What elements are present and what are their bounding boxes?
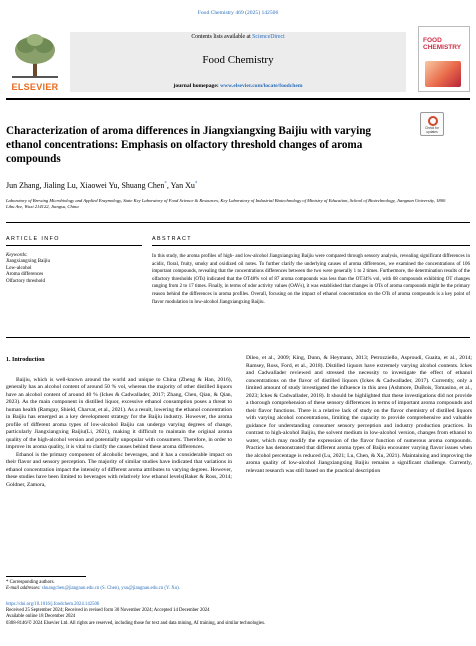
- article-info-heading: ARTICLE INFO: [6, 236, 60, 242]
- footnotes: [6, 580, 470, 592]
- homepage-line: [70, 83, 406, 89]
- check-updates-label: Check for updates: [425, 126, 439, 134]
- intro-paragraph: Ethanol is the primary component of alcoholic beverages, and it has a considerable impact on their flavor and sensory perception. The majority of similar studies have indicated that variations in ethanol concentration impact the intensity of different aroma attributes to varying degrees. However, these studies have been limited to beverages with relatively low ethanol levels(Baker & Ross, 2014; Goldner, Zamora,: [6, 451, 232, 488]
- author-name[interactable]: Shuang Chen: [121, 181, 165, 190]
- intro-paragraph: Baijiu, which is well-known around the world and unique to China (Zheng & Han, 2016), generally has an alcohol content of around 50 % vol, whereas the majority of other distilled liquors have an alcohol content of around 40 % (Ickes & Cadwallader, 2017; Zhang, Chen, Qian, & Qian, 2023). As the main component in distilled liquor, excessive ethanol consumption poses a threat to human health (Ramgay, Shield, Charvat, et al., 2021). As a result, lowering the ethanol concentration in Baijiu has emerged as a key development strategy for the Baijiu industry. However, the aroma profile of different aroma types of low-alcohol Baijiu can undergo varying degrees of change, particularly Jiangxiangxing Baijiu(Li, 2021), making it difficult to maintain the original aroma quality of the high-alcohol version and potentially unpopular with consumers. Therefore, in order to improve its aroma quality, it is vital to clarify the causes behind these aroma differences.: [6, 376, 232, 450]
- corresponding-mark[interactable]: *: [194, 181, 198, 187]
- intro-heading: 1. Introduction: [6, 357, 45, 363]
- keyword-item: Olfactory threshold: [6, 278, 46, 284]
- intro-right-column: [246, 355, 472, 475]
- article-title: Characterization of aroma differences in Jiangxiangxing Baijiu with varying ethanol concentrations: Emphasis on olfactory threshold changes of aroma compounds: [6, 125, 372, 165]
- check-updates-icon: [428, 116, 438, 126]
- journal-reference[interactable]: Food Chemistry 469 (2025) 142506: [197, 10, 279, 16]
- article-info-rule: [6, 245, 142, 246]
- author-name[interactable]: Jialing Lu: [43, 181, 76, 190]
- email-label: E-mail addresses:: [6, 586, 42, 592]
- available-line: Available online 18 December 2024: [6, 614, 76, 620]
- copyright-line: 0308-8146/© 2024 Elsevier Ltd. All rights are reserved, including those for text and data mining, AI training, and similar technologies.: [6, 620, 266, 626]
- keyword-item: Low-alcohol: [6, 265, 32, 271]
- cover-image: [425, 61, 461, 87]
- abstract-end-rule: [6, 337, 470, 338]
- doi-link[interactable]: https://doi.org/10.1016/j.foodchem.2024.142506: [6, 602, 100, 607]
- homepage-prefix: journal homepage:: [173, 83, 221, 89]
- author-name[interactable]: Xiaowei Yu: [79, 181, 118, 190]
- author-list: Jun Zhang, Jialing Lu, Xiaowei Yu, Shuang Chen*, Yan Xu*: [6, 181, 198, 190]
- journal-banner: [70, 32, 406, 92]
- elsevier-logo: [6, 32, 64, 92]
- keyword-item: Jiangxiangxing Baijiu: [6, 259, 51, 265]
- keyword-item: Aroma differences: [6, 272, 44, 278]
- author-name[interactable]: Jun Zhang: [6, 181, 40, 190]
- section-rule: [6, 222, 470, 223]
- author-name[interactable]: Yan Xu: [170, 181, 195, 190]
- keywords-block: [6, 253, 142, 285]
- header-rule: [6, 98, 470, 100]
- intro-paragraph: Dileo, et al., 2009; King, Dunn, & Heymann, 2013; Petrozziello, Asproudi, Guaita, et al., 2014; Ramsey, Ross, Ford, et al., 2018). Distilled liquors have extremely varying alcohol contents. Ickes and Cadwallader reviewed and stressed the necessity to investigate the effect of ethanol concentrations on the flavor of distilled liquors (Ickes & Cadwallader, 2017). Currently, only a limited amount of study investigated the influence in this area (Ashmore, DuBois, Tomasino, et al., 2023; Ickes & Cadwallader, 2018). It should be highlighted that these investigations did not provide a thorough comprehension of these sensory differences in terms of important aroma compounds and their flavor functions. There is a relative lack of study on the flavor chemistry of distilled liquors with varying alcohol concentrations, limiting the capacity to provide comprehensive and valuable guidance for understanding consumer sensory perception and industry production practices. In contrast to high-alcohol Baijiu, the solvent medium in low-alcohol version, changes from ethanol to water, which may modify the expression of the flavor function of numerous aroma compounds. Practice has demonstrated that different aroma types of Baijiu encounter varying flavor issues when the alcohol percentage is reduced (Lu, 2021; Lu, Chen, & Xu, 2021). Maintaining and improving the aroma quality of low-alcohol Jiangxiangxing Baijiu remains a significant challenge. Currently, relevant research was still based on the practical description: [246, 355, 472, 474]
- journal-cover[interactable]: [418, 26, 470, 92]
- publication-info: [6, 602, 470, 627]
- tree-icon: [6, 32, 64, 80]
- affiliation: Laboratory of Brewing Microbiology and Applied Enzymology, State Key Laboratory of Food Science & Resources, Key Laboratory of Industrial Biotechnology of Ministry of Education, School of Biotechnology, Jiangnan University, 1800 Lihu Ave, Wuxi 214122, Jiangsu, China: [6, 198, 446, 209]
- corresponding-mark[interactable]: *: [164, 181, 167, 187]
- abstract-rule: [152, 245, 470, 246]
- email-links[interactable]: shuangchen@jiangnan.edu.cn (S. Chen), yxu@jiangnan.edu.cn (Y. Xu).: [41, 586, 180, 592]
- footnote-rule: [6, 576, 86, 577]
- contents-prefix: Contents lists available at: [191, 34, 253, 40]
- keywords-heading: Keywords:: [6, 253, 28, 258]
- intro-left-column: [6, 357, 232, 489]
- abstract-text: In this study, the aroma profiles of high- and low-alcohol Jiangxiangxing Baijiu were compared through sensory analysis, revealing significant differences in acidic, floral, fruity, smoky and oxidized oil notes. To further clarify the underlying causes of aroma differences, we examined the concentrations of 106 important compounds, revealing that the concentrations differences between the two were generally 1 to 2 times. Furthermore, the determination results of the olfactory thresholds (OTs) indicated that the OT48% vol of 87 aroma compounds was less than the OT34% vol, with 68 compounds exhibiting OT changes ranging from 2 to 17 times. Finally, in terms of odor activity values (OAVs), it was established that changes in OTs of aroma compounds might be the primary reason behind the differences in aroma profiles. Overall, focusing on the impact of ethanol concentration on the OTs of aroma compounds is a key point of flavor modulation in low-alcohol Jiangxiangxing Baijiu.: [152, 254, 470, 305]
- contents-line: [70, 34, 406, 40]
- masthead: [6, 26, 470, 94]
- check-for-updates-button[interactable]: [420, 112, 444, 136]
- history-line: Received 25 September 2024; Received in revised form 30 November 2024; Accepted 14 December 2024: [6, 608, 210, 614]
- homepage-link[interactable]: www.elsevier.com/locate/foodchem: [220, 83, 303, 89]
- sciencedirect-link[interactable]: ScienceDirect: [252, 34, 285, 40]
- journal-name: Food Chemistry: [202, 54, 274, 66]
- abstract-heading: ABSTRACT: [152, 236, 192, 242]
- cover-title: FOOD CHEMISTRY: [423, 37, 462, 51]
- email-line: [6, 586, 470, 592]
- corresponding-note: * Corresponding authors.: [6, 580, 55, 585]
- publisher-name: ELSEVIER: [11, 82, 59, 92]
